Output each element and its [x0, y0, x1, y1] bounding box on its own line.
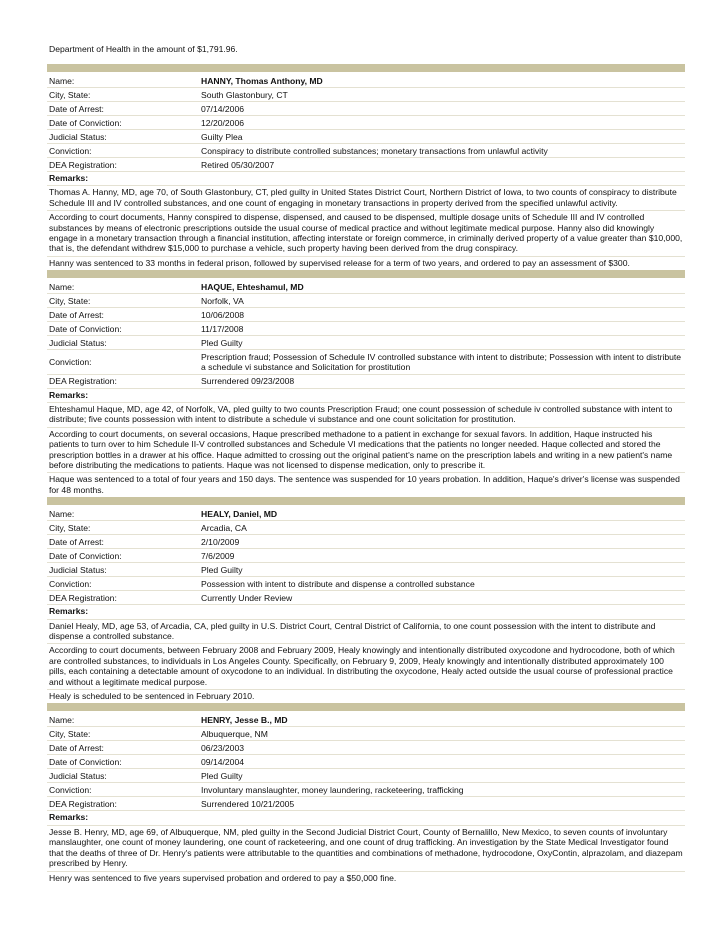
record-fields: [47, 505, 685, 605]
remarks-paragraph: According to court documents, Hanny conspired to dispense, dispensed, and caused to be dispensed, multiple dosage units of Schedule III and IV controlled substances by means of electronic prescriptions outside the usual course of medical practice and without legitimate medical purpose. Hanny also did knowingly engage in a monetary transaction through a financial institution, affecting interstate or foreign commerce, in criminally derived property of a value greater than $10,000, that is, the defendant withdrew $15,000 to purchase a vehicle, such property having been derived from the drug conspiracy.: [47, 210, 685, 256]
field-value: HEALY, Daniel, MD: [201, 508, 278, 519]
remarks-paragraph: Hanny was sentenced to 33 months in federal prison, followed by supervised release for a term of two years, and ordered to pay an assessment of $300.: [47, 256, 685, 270]
field-label: Judicial Status:: [49, 564, 107, 575]
field-row-name: [47, 74, 685, 88]
field-label: DEA Registration:: [49, 798, 117, 809]
field-value: Retired 05/30/2007: [201, 159, 275, 170]
field-label: Conviction:: [49, 578, 92, 589]
field-label: Judicial Status:: [49, 337, 107, 348]
field-row-conviction-date: [47, 116, 685, 130]
field-row-judicial: [47, 769, 685, 783]
document-content: [47, 38, 685, 885]
field-label: City, State:: [49, 522, 91, 533]
field-value: Surrendered 09/23/2008: [201, 376, 295, 387]
field-label: Name:: [49, 281, 75, 292]
record-block: [47, 497, 685, 703]
remarks-paragraph: Healy is scheduled to be sentenced in February 2010.: [47, 689, 685, 703]
field-row-judicial: [47, 130, 685, 144]
field-row-arrest: [47, 308, 685, 322]
field-value: 12/20/2006: [201, 117, 245, 128]
field-label: Date of Arrest:: [49, 742, 104, 753]
record-block: [47, 703, 685, 884]
field-label: Judicial Status:: [49, 131, 107, 142]
field-label: Name:: [49, 508, 75, 519]
field-value: Surrendered 10/21/2005: [201, 798, 295, 809]
field-value: Conspiracy to distribute controlled substances; monetary transactions from unlawful activity: [201, 145, 548, 156]
records-list: [47, 64, 685, 885]
remarks-paragraph: Henry was sentenced to five years supervised probation and ordered to pay a $50,000 fine.: [47, 871, 685, 885]
field-row-judicial: [47, 336, 685, 350]
field-row-name: [47, 713, 685, 727]
field-row-conviction: [47, 783, 685, 797]
field-value: Currently Under Review: [201, 592, 293, 603]
field-value: Guilty Plea: [201, 131, 243, 142]
section-divider-band: [47, 270, 685, 278]
field-row-city: [47, 294, 685, 308]
field-value: Prescription fraud; Possession of Schedule IV controlled substance with intent to distribute; Possession with intent to distribute a schedule vi substance and Solicitation for prostitution: [201, 351, 682, 373]
field-value: Pled Guilty: [201, 770, 243, 781]
field-value: 07/14/2006: [201, 103, 245, 114]
field-row-conviction: [47, 577, 685, 591]
field-row-arrest: [47, 102, 685, 116]
remarks-paragraph: Thomas A. Hanny, MD, age 70, of South Glastonbury, CT, pled guilty in United States District Court, Northern District of Iowa, to two counts of conspiracy to distribute Schedule III and IV controlled substances, and one count of engaging in monetary transactions in property derived from the specified unlawful activity.: [47, 185, 685, 210]
field-value: 10/06/2008: [201, 309, 245, 320]
record-fields: [47, 72, 685, 172]
field-row-arrest: [47, 535, 685, 549]
field-value: Albuquerque, NM: [201, 728, 268, 739]
field-value: Involuntary manslaughter, money laundering, racketeering, trafficking: [201, 785, 464, 796]
remarks-paragraph: According to court documents, between February 2008 and February 2009, Healy knowingly and intentionally distributed oxycodone and hydrocodone, both of which are controlled substances, to individuals in Los Angeles County. Specifically, on February 9, 2009, Healy knowingly and intentionally distributed approximately 100 pills, each containing a detectable amount of oxycodone to an individual. In distributing the oxycodone, Healy acted outside the usual course of professional practice and without a legitimate medical purpose.: [47, 643, 685, 689]
field-row-judicial: [47, 563, 685, 577]
field-label: Date of Conviction:: [49, 756, 122, 767]
remarks-paragraph: Daniel Healy, MD, age 53, of Arcadia, CA, pled guilty in U.S. District Court, Central District of California, to one count possession with the intent to distribute and dispense a controlled substance.: [47, 619, 685, 644]
remarks-label: Remarks:: [49, 606, 89, 617]
field-row-city: [47, 521, 685, 535]
field-label: Conviction:: [49, 145, 92, 156]
field-label: City, State:: [49, 295, 91, 306]
remarks-label: Remarks:: [49, 812, 89, 823]
field-row-dea: [47, 375, 685, 389]
field-label: Name:: [49, 714, 75, 725]
remarks-paragraph: Haque was sentenced to a total of four years and 150 days. The sentence was suspended for 10 years probation. In addition, Haque's driver's license was suspended for 48 months.: [47, 472, 685, 497]
field-value: Arcadia, CA: [201, 522, 247, 533]
field-row-conviction-date: [47, 549, 685, 563]
field-row-dea: [47, 797, 685, 811]
remarks-label: Remarks:: [49, 389, 89, 400]
field-value: 06/23/2003: [201, 742, 245, 753]
field-row-dea: [47, 158, 685, 172]
field-row-city: [47, 88, 685, 102]
field-value: HENRY, Jesse B., MD: [201, 714, 288, 725]
record-fields: [47, 278, 685, 388]
intro-text: Department of Health in the amount of $1,791.96.: [49, 44, 238, 54]
field-label: City, State:: [49, 89, 91, 100]
section-divider-band: [47, 703, 685, 711]
record-fields: [47, 711, 685, 811]
field-label: Date of Arrest:: [49, 309, 104, 320]
field-row-name: [47, 280, 685, 294]
remarks-label: Remarks:: [49, 173, 89, 183]
field-label: Conviction:: [49, 356, 92, 367]
section-divider-band: [47, 64, 685, 72]
field-label: DEA Registration:: [49, 592, 117, 603]
field-value: Pled Guilty: [201, 564, 243, 575]
field-label: Judicial Status:: [49, 770, 107, 781]
field-value: 09/14/2004: [201, 756, 245, 767]
field-value: Norfolk, VA: [201, 295, 244, 306]
field-value: 7/6/2009: [201, 550, 235, 561]
section-divider-band: [47, 497, 685, 505]
field-value: South Glastonbury, CT: [201, 89, 288, 100]
field-value: HAQUE, Ehteshamul, MD: [201, 281, 304, 292]
remarks-paragraph: Jesse B. Henry, MD, age 69, of Albuquerque, NM, pled guilty in the Second Judicial District Court, County of Bernalillo, New Mexico, to seven counts of involuntary manslaughter, one count of money laundering, one count of racketeering, and one count of drug trafficking. An investigation by the State Medical Investigator found that the deaths of three of Dr. Henry's patients were attributable to the quantities and combinations of methadone, hydrocodone, OxyContin, alprazolam, and diazepam prescribed by Henry.: [47, 825, 685, 871]
field-label: Date of Conviction:: [49, 550, 122, 561]
field-row-dea: [47, 591, 685, 605]
field-value: 2/10/2009: [201, 536, 240, 547]
field-label: DEA Registration:: [49, 159, 117, 170]
field-label: Date of Conviction:: [49, 323, 122, 334]
field-row-conviction-date: [47, 322, 685, 336]
record-block: [47, 64, 685, 270]
field-value: Possession with intent to distribute and dispense a controlled substance: [201, 578, 475, 589]
remarks-paragraph: Ehteshamul Haque, MD, age 42, of Norfolk, VA, pled guilty to two counts Prescription Fraud; one count possession of schedule iv controlled substance with intent to distribute; five counts possession with intent to distribute a schedule vi substance and one count solicitation for prostitution.: [47, 402, 685, 427]
field-label: Date of Conviction:: [49, 117, 122, 128]
field-value: 11/17/2008: [201, 323, 244, 334]
field-row-city: [47, 727, 685, 741]
field-label: Name:: [49, 75, 75, 86]
field-row-conviction-date: [47, 755, 685, 769]
field-row-conviction: [47, 350, 685, 374]
field-label: Date of Arrest:: [49, 536, 104, 547]
field-label: Date of Arrest:: [49, 103, 104, 114]
field-row-conviction: [47, 144, 685, 158]
field-label: Conviction:: [49, 785, 92, 796]
field-row-arrest: [47, 741, 685, 755]
field-label: City, State:: [49, 728, 91, 739]
field-value: HANNY, Thomas Anthony, MD: [201, 75, 323, 86]
field-row-name: [47, 507, 685, 521]
field-label: DEA Registration:: [49, 376, 117, 387]
record-block: [47, 270, 685, 497]
remarks-paragraph: According to court documents, on several occasions, Haque prescribed methadone to a patient in exchange for sexual favors. In addition, Haque instructed his patients to turn over to him Schedule II-V controlled substances and Schedule VI medications that the patients no longer needed. Haque collected and stored the prescription bottles in a drawer at his office. Haque admitted to crossing out the original patient's name on the prescription labels and writing in a new patient's name before distributing the medications to patients. Haque was not licensed to dispense medication, only to prescribe it.: [47, 427, 685, 473]
field-value: Pled Guilty: [201, 337, 243, 348]
